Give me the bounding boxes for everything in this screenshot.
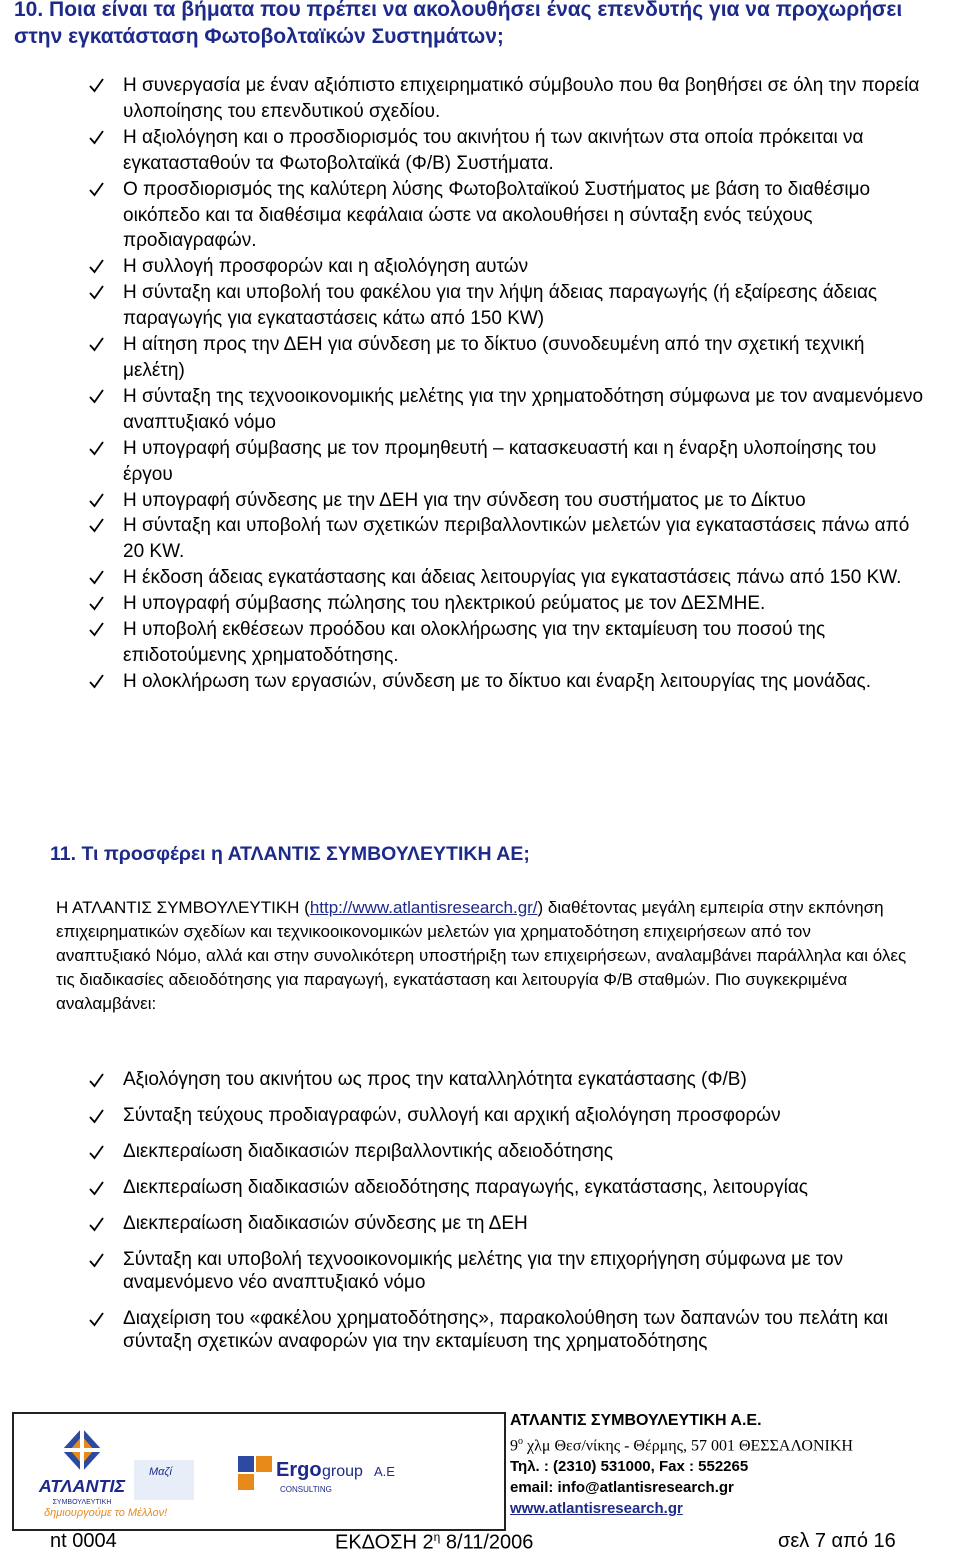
checkmark-icon (88, 77, 105, 94)
list-item-text: Η συλλογή προσφορών και η αξιολόγηση αυτών (123, 256, 529, 278)
checkmark-icon (88, 569, 105, 586)
list-item-text: Η αξιολόγηση και ο προσδιορισμός του ακινήτου ή των ακινήτων στα οποία πρόκειται να εγκατασταθούν τα Φωτοβολταϊκά (Φ/Β) Συστήματα. (123, 126, 864, 174)
checkmark-icon (88, 336, 105, 353)
checkmark-icon (88, 181, 105, 198)
list-item-text: Η σύνταξη της τεχνοοικονομικής μελέτης για την χρηματοδότηση σύμφωνα με τον αναμενόμενο αναπτυξιακό νόμο (123, 385, 924, 433)
contact-company: ΑΤΛΑΝΤΙΣ ΣΥΜΒΟΥΛΕΥΤΙΚΗ Α.Ε. (510, 1412, 762, 1429)
checkmark-icon (88, 595, 105, 612)
atlantis-logo-subtext: ΣΥΜΒΟΥΛΕΥΤΙΚΗ (52, 1499, 112, 1506)
ergo-group-text: group (322, 1463, 363, 1480)
list-item-text: Σύνταξη τεύχους προδιαγραφών, συλλογή και αρχική αξιολόγηση προσφορών (123, 1105, 781, 1126)
list-item-text: Η αίτηση προς την ΔΕΗ για σύνδεση με το δίκτυο (συνοδευμένη από την σχετική τεχνική μελέτη) (123, 334, 865, 381)
ergo-square-1 (238, 1456, 254, 1472)
atlantis-logo-mark (62, 1428, 102, 1472)
company-website-link[interactable]: http://www.atlantisresearch.gr/ (309, 898, 538, 917)
step-item (88, 436, 928, 488)
edition-sup: η (433, 1530, 441, 1544)
description-rest: ) διαθέτοντας μεγάλη εμπειρία στην εκπόνηση επιχειρηματικών σχεδίων και τεχνικοοικονομικών μελετών για χρηματοδότηση επιχειρήσεων από τον αναπτυξιακό Νόμο, αλλά και στην συνολικότερη υποστήριξη των επιχειρήσεων, αναλαμβάνει παράλληλα και όλες τις διαδικασίες αδειοδότησης για παραγωγή, εγκατάσταση και λειτουργία Φ/Β σταθμών. Πιο συγκεκριμένα αναλαμβάνει: (56, 898, 907, 1013)
slogan-text-bottom: δημιουργούμε το Μέλλον! (44, 1507, 168, 1519)
service-item (88, 1248, 928, 1294)
service-item (88, 1212, 928, 1235)
step-item (88, 565, 928, 591)
checkmark-icon (88, 1216, 105, 1233)
atlantis-logo-text: ΑΤΛΑΝΤΙΣ (38, 1476, 126, 1496)
service-item (88, 1307, 928, 1353)
step-item (88, 513, 928, 565)
ergo-ae-text: Α.Ε (374, 1464, 395, 1479)
address-number: 9 (510, 1437, 518, 1455)
list-item-text: Η υπογραφή σύμβασης με τον προμηθευτή – κατασκευαστή και η έναρξη υλοποίησης του έργου (123, 437, 877, 485)
checkmark-icon (88, 1072, 105, 1089)
checkmark-icon (88, 517, 105, 534)
ergo-logo-text: Ergo (276, 1459, 322, 1481)
checkmark-icon (88, 673, 105, 690)
step-item (88, 177, 928, 255)
checkmark-icon (88, 388, 105, 405)
service-item (88, 1176, 928, 1199)
service-item (88, 1104, 928, 1127)
ergo-consulting-text: CONSULTING (280, 1485, 332, 1494)
list-item-text: Η σύνταξη και υποβολή του φακέλου για την λήψη άδειας παραγωγής (ή εξαίρεσης άδειας παραγωγής για εγκαταστάσεις κάτω από 150 KW) (123, 282, 878, 330)
services-list (88, 1068, 928, 1366)
address-rest: χλμ Θεσ/νίκης - Θέρμης, 57 001 ΘΕΣΣΑΛΟΝΙΚΗ (523, 1437, 853, 1455)
step-item (88, 254, 928, 280)
section-11-title: 11. Τι προσφέρει η ΑΤΛΑΝΤΙΣ ΣΥΜΒΟΥΛΕΥΤΙΚΗ ΑΕ; (50, 843, 530, 865)
checkmark-icon (88, 1311, 105, 1328)
company-description (50, 896, 910, 1016)
step-item (88, 332, 928, 384)
checkmark-icon (88, 440, 105, 457)
investor-steps-list (88, 73, 928, 695)
checkmark-icon (88, 284, 105, 301)
description-start: Η ΑΤΛΑΝΤΙΣ ΣΥΜΒΟΥΛΕΥΤΙΚΗ ( (56, 898, 310, 917)
checkmark-icon (88, 1108, 105, 1125)
list-item-text: Διαχείριση του «φακέλου χρηματοδότησης», παρακολούθηση των δαπανών του πελάτη και σύνταξη σχετικών αναφορών για την εκταμίευση της χρηματοδότησης (123, 1308, 888, 1352)
page-number: σελ 7 από 16 (778, 1530, 896, 1552)
edition-info (335, 1530, 533, 1555)
ergo-square-3 (238, 1474, 254, 1490)
contact-block (510, 1410, 950, 1519)
edition-date: 8/11/2006 (440, 1531, 534, 1554)
list-item-text: Η ολοκλήρωση των εργασιών, σύνδεση με το δίκτυο και έναρξη λειτουργίας της μονάδας. (123, 670, 871, 692)
section-10-title: 10. Ποια είναι τα βήματα που πρέπει να ακολουθήσει ένας επενδυτής για να προχωρήσει στην εγκατάσταση Φωτοβολταϊκών Συστημάτων; (14, 0, 903, 48)
step-item (88, 280, 928, 332)
list-item-text: Διεκπεραίωση διαδικασιών σύνδεσης με τη ΔΕΗ (123, 1213, 528, 1234)
list-item-text: Ο προσδιορισμός της καλύτερη λύσης Φωτοβολταϊκού Συστήματος με βάση το διαθέσιμο οικόπεδο και τα διαθέσιμα κεφάλαια ώστε να ακολουθήσει η σύνταξη ενός τεύχους προδιαγραφών. (123, 178, 871, 252)
checkmark-icon (88, 1252, 105, 1269)
step-item (88, 73, 928, 125)
list-item-text: Η υποβολή εκθέσεων προόδου και ολοκλήρωσης για την εκταμίευση του ποσού της επιδοτούμενης χρηματοδότησης. (123, 619, 826, 666)
step-item (88, 125, 928, 177)
checkmark-icon (88, 621, 105, 638)
checkmark-icon (88, 1180, 105, 1197)
edition-prefix: ΕΚΔΟΣΗ 2 (335, 1531, 434, 1554)
contact-phone: Τηλ. : (2310) 531000, Fax : 552265 (510, 1458, 749, 1476)
slogan-text-top: Μαζί (149, 1466, 172, 1478)
logo-banner (12, 1412, 506, 1531)
list-item-text: Η σύνταξη και υποβολή των σχετικών περιβαλλοντικών μελετών για εγκαταστάσεις πάνω από 20 KW. (123, 515, 910, 563)
service-item (88, 1068, 928, 1091)
contact-email[interactable]: email: info@atlantisresearch.gr (510, 1479, 734, 1497)
step-item (88, 488, 928, 514)
address-sup: ο (518, 1436, 523, 1447)
list-item-text: Η έκδοση άδειας εγκατάστασης και άδειας λειτουργίας για εγκαταστάσεις πάνω από 150 KW. (123, 567, 902, 589)
step-item (88, 669, 928, 695)
service-item (88, 1140, 928, 1163)
contact-website[interactable]: www.atlantisresearch.gr (510, 1500, 683, 1518)
company-logos (24, 1420, 494, 1524)
ergo-square-2 (256, 1456, 272, 1472)
checkmark-icon (88, 129, 105, 146)
step-item (88, 384, 928, 436)
list-item-text: Αξιολόγηση του ακινήτου ως προς την καταλληλότητα εγκατάστασης (Φ/Β) (123, 1069, 747, 1090)
list-item-text: Διεκπεραίωση διαδικασιών αδειοδότησης παραγωγής, εγκατάστασης, λειτουργίας (123, 1177, 808, 1198)
document-code: nt 0004 (50, 1530, 117, 1552)
step-item (88, 591, 928, 617)
list-item-text: Διεκπεραίωση διαδικασιών περιβαλλοντικής αδειοδότησης (123, 1141, 614, 1162)
checkmark-icon (88, 1144, 105, 1161)
checkmark-icon (88, 492, 105, 509)
list-item-text: Η συνεργασία με έναν αξιόπιστο επιχειρηματικό σύμβουλο που θα βοηθήσει σε όλη την πορεία υλοποίησης του επενδυτικού σχεδίου. (123, 75, 920, 122)
step-item (88, 617, 928, 669)
list-item-text: Η υπογραφή σύμβασης πώλησης του ηλεκτρικού ρεύματος με τον ΔΕΣΜΗΕ. (123, 593, 766, 615)
list-item-text: Σύνταξη και υποβολή τεχνοοικονομικής μελέτης για την επιχορήγηση σύμφωνα με τον αναμενόμενο νέο αναπτυξιακό νόμο (123, 1249, 844, 1293)
list-item-text: Η υπογραφή σύνδεσης με την ΔΕΗ για την σύνδεση του συστήματος με το Δίκτυο (123, 489, 806, 511)
checkmark-icon (88, 258, 105, 275)
contact-address (510, 1431, 950, 1456)
